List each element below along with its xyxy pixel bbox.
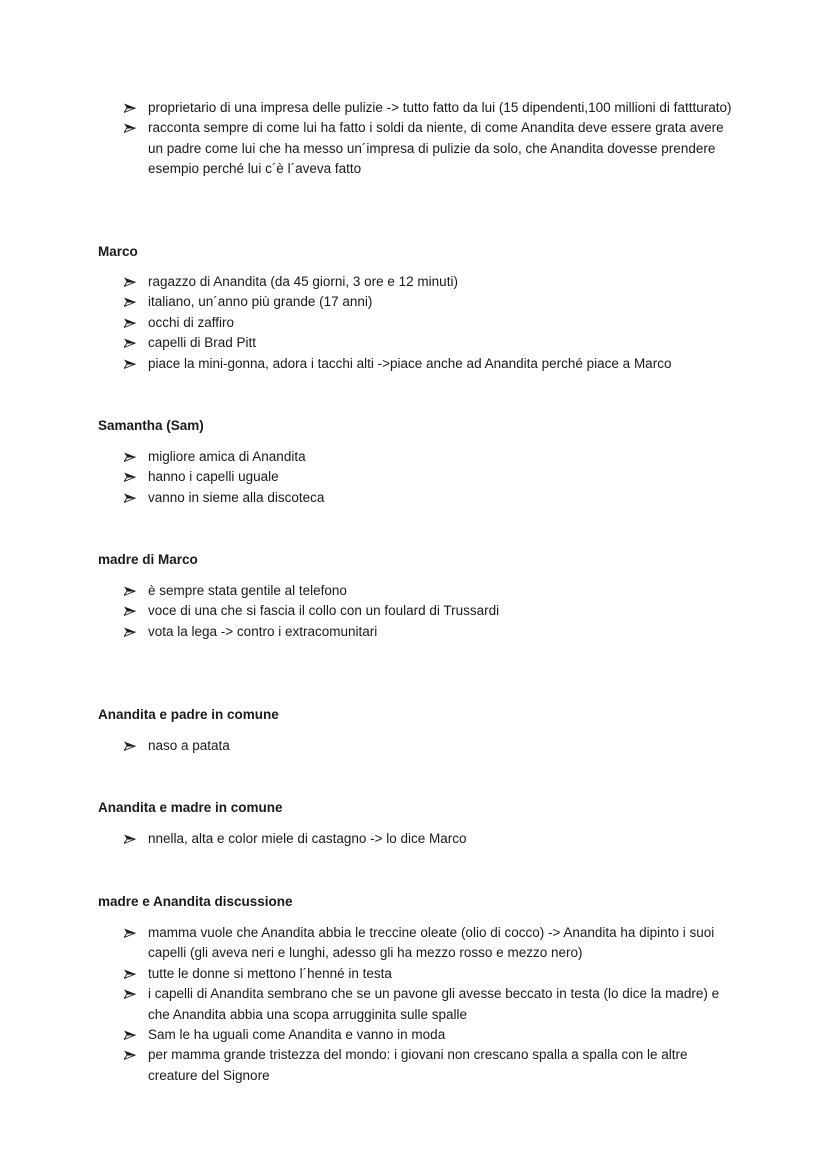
list-item: naso a patata: [124, 736, 734, 756]
list-item: ragazzo di Anandita (da 45 giorni, 3 ore e 12 minuti): [124, 272, 734, 292]
section-heading-marco: Marco: [98, 244, 138, 259]
marco-list: [124, 272, 734, 374]
list-item: piace la mini-gonna, adora i tacchi alti ->piace anche ad Anandita perché piace a Marco: [124, 354, 734, 374]
arrowhead-bullet-icon: [124, 467, 138, 487]
list-item: mamma vuole che Anandita abbia le treccine oleate (olio di cocco) -> Anandita ha dipinto i suoi capelli (gli aveva neri e lunghi, adesso gli ha mezzo rosso e mezzo nero): [124, 923, 734, 964]
samantha-list: [124, 447, 734, 508]
section-heading-madre-marco: madre di Marco: [98, 552, 198, 567]
arrowhead-bullet-icon: [124, 313, 138, 333]
section-heading-padre-comune: Anandita e padre in comune: [98, 707, 279, 722]
arrowhead-bullet-icon: [124, 923, 138, 943]
list-item: vota la lega -> contro i extracomunitari: [124, 622, 734, 642]
arrowhead-bullet-icon: [124, 98, 138, 118]
madre-comune-list: [124, 829, 734, 849]
arrowhead-bullet-icon: [124, 272, 138, 292]
intro-list: [124, 98, 734, 180]
list-item: migliore amica di Anandita: [124, 447, 734, 467]
list-item: italiano, un´anno più grande (17 anni): [124, 292, 734, 312]
arrowhead-bullet-icon: [124, 984, 138, 1004]
madre-marco-list: [124, 581, 734, 642]
padre-comune-list: [124, 736, 734, 756]
list-item: occhi di zaffiro: [124, 313, 734, 333]
list-item: capelli di Brad Pitt: [124, 333, 734, 353]
arrowhead-bullet-icon: [124, 354, 138, 374]
list-item: tutte le donne si mettono l´henné in testa: [124, 964, 734, 984]
arrowhead-bullet-icon: [124, 1045, 138, 1065]
list-item: i capelli di Anandita sembrano che se un pavone gli avesse beccato in testa (lo dice la madre) e che Anandita abbia una scopa arrugginita sulle spalle: [124, 984, 734, 1025]
arrowhead-bullet-icon: [124, 292, 138, 312]
list-item: voce di una che si fascia il collo con un foulard di Trussardi: [124, 601, 734, 621]
discussione-list: [124, 923, 734, 1086]
section-heading-discussione: madre e Anandita discussione: [98, 894, 293, 909]
list-item: vanno in sieme alla discoteca: [124, 488, 734, 508]
arrowhead-bullet-icon: [124, 736, 138, 756]
list-item: racconta sempre di come lui ha fatto i soldi da niente, di come Anandita deve essere grata avere un padre come lui che ha messo un´impresa di pulizie da solo, che Anandita dovesse prendere esempio perché lui c´è l´aveva fatto: [124, 118, 734, 179]
section-heading-madre-comune: Anandita e madre in comune: [98, 800, 283, 815]
arrowhead-bullet-icon: [124, 964, 138, 984]
list-item: per mamma grande tristezza del mondo: i giovani non crescano spalla a spalla con le altre creature del Signore: [124, 1045, 734, 1086]
arrowhead-bullet-icon: [124, 118, 138, 138]
arrowhead-bullet-icon: [124, 622, 138, 642]
arrowhead-bullet-icon: [124, 601, 138, 621]
list-item: nnella, alta e color miele di castagno -> lo dice Marco: [124, 829, 734, 849]
arrowhead-bullet-icon: [124, 829, 138, 849]
list-item: hanno i capelli uguale: [124, 467, 734, 487]
arrowhead-bullet-icon: [124, 1025, 138, 1045]
section-heading-samantha: Samantha (Sam): [98, 418, 204, 433]
arrowhead-bullet-icon: [124, 447, 138, 467]
list-item: è sempre stata gentile al telefono: [124, 581, 734, 601]
list-item: Sam le ha uguali come Anandita e vanno in moda: [124, 1025, 734, 1045]
arrowhead-bullet-icon: [124, 488, 138, 508]
arrowhead-bullet-icon: [124, 333, 138, 353]
list-item: proprietario di una impresa delle pulizie -> tutto fatto da lui (15 dipendenti,100 millioni di fattturato): [124, 98, 734, 118]
arrowhead-bullet-icon: [124, 581, 138, 601]
